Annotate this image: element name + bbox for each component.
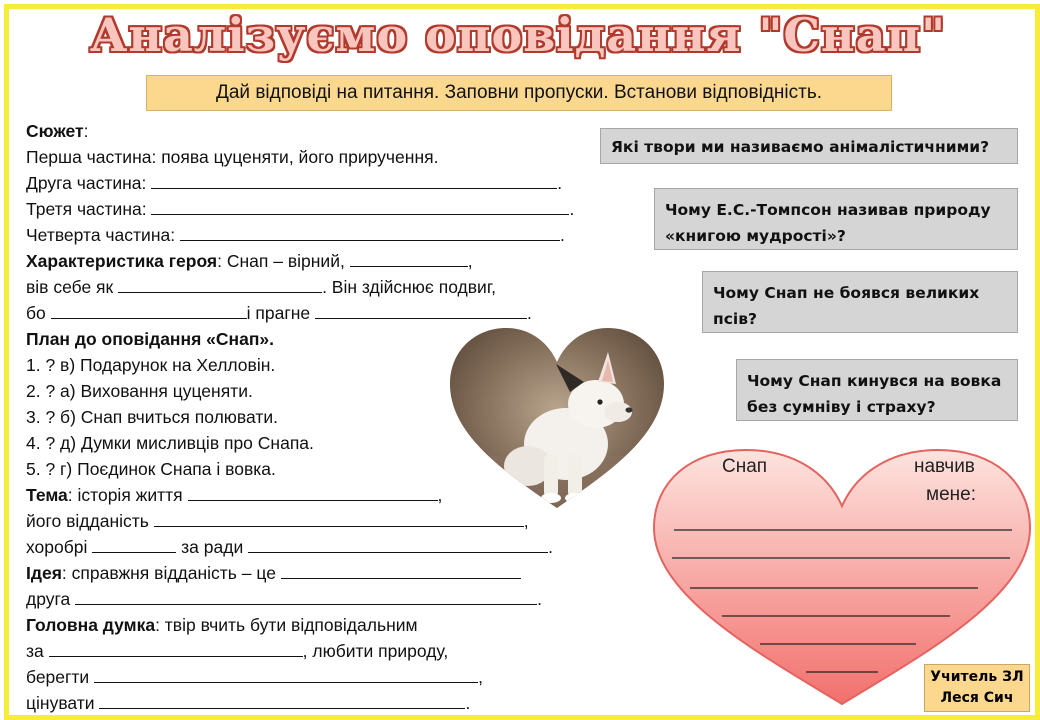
answer-blank[interactable] (281, 562, 521, 579)
plan-item: 4. ? д) Думки мисливців про Снапа. (26, 433, 314, 453)
theme-line2: його відданість , (26, 511, 529, 531)
question-box-1: Які твори ми називаємо анімалістичними? (600, 128, 1018, 164)
theme-line1: Тема: історія життя , (26, 485, 443, 505)
plot-part3: Третя частина: . (26, 199, 575, 219)
hero-line2: вів себе як . Він здійснює подвиг, (26, 277, 496, 297)
idea-line2: друга . (26, 589, 542, 609)
main-idea-line4: цінувати . (26, 693, 471, 713)
answer-blank[interactable] (154, 510, 524, 527)
plan-item: 3. ? б) Снап вчиться полювати. (26, 407, 279, 427)
question-box-2: Чому Е.С.-Томпсон називав природу «книгою мудрості»? (654, 188, 1018, 250)
plot-part1: Перша частина: поява цуценяти, його приручення. (26, 147, 439, 167)
answer-blank[interactable] (180, 224, 560, 241)
main-idea-line1: Головна думка: твір вчить бути відповідальним (26, 615, 418, 635)
heart-word-taught: навчив (914, 456, 975, 477)
plan-item: 1. ? в) Подарунок на Хелловін. (26, 355, 276, 375)
answer-blank[interactable] (118, 276, 322, 293)
plot-part2: Друга частина: . (26, 173, 563, 193)
main-idea-line2: за , любити природу, (26, 641, 449, 661)
question-box-3: Чому Снап не боявся великих псів? (702, 271, 1018, 333)
answer-blank[interactable] (51, 302, 247, 319)
answer-blank[interactable] (75, 588, 537, 605)
plot-part4: Четверта частина: . (26, 225, 565, 245)
main-idea-line3: берегти , (26, 667, 483, 687)
answer-blank[interactable] (92, 536, 176, 553)
answer-blank[interactable] (315, 302, 527, 319)
plan-item: 5. ? г) Поєдинок Снапа і вовка. (26, 459, 276, 479)
answer-blank[interactable] (188, 484, 438, 501)
answer-blank[interactable] (248, 536, 548, 553)
heart-word-me: мене: (926, 484, 976, 505)
plot-heading: Сюжет: (26, 121, 89, 141)
answer-blank[interactable] (49, 640, 303, 657)
answer-blank[interactable] (94, 666, 478, 683)
answer-blank[interactable] (350, 250, 468, 267)
author-credit (924, 664, 1030, 712)
credit-line2: Леся Сич (940, 690, 1014, 706)
hero-line3: бо і прагне . (26, 303, 532, 323)
question-box-4: Чому Снап кинувся на вовка без сумніву і страху? (736, 359, 1018, 421)
heart-word-snap: Снап (722, 456, 768, 477)
idea-line1: Ідея: справжня відданість – це (26, 562, 521, 584)
credit-line1: Учитель ЗЛ (930, 669, 1024, 685)
plan-item: 2. ? а) Виховання цуценяти. (26, 381, 253, 401)
dog-photo-heart (448, 326, 666, 512)
theme-line3: хоробрі за ради . (26, 537, 553, 557)
answer-blank[interactable] (151, 172, 557, 189)
plan-heading: План до оповідання «Снап». (26, 329, 274, 349)
page-title: Аналізуємо оповідання "Снап" (89, 8, 947, 62)
answer-blank[interactable] (151, 198, 569, 215)
answer-blank[interactable] (99, 692, 465, 709)
hero-line1: Характеристика героя: Снап – вірний, , (26, 251, 473, 271)
instruction-banner: Дай відповіді на питання. Заповни пропуски. Встанови відповідність. (146, 75, 892, 111)
